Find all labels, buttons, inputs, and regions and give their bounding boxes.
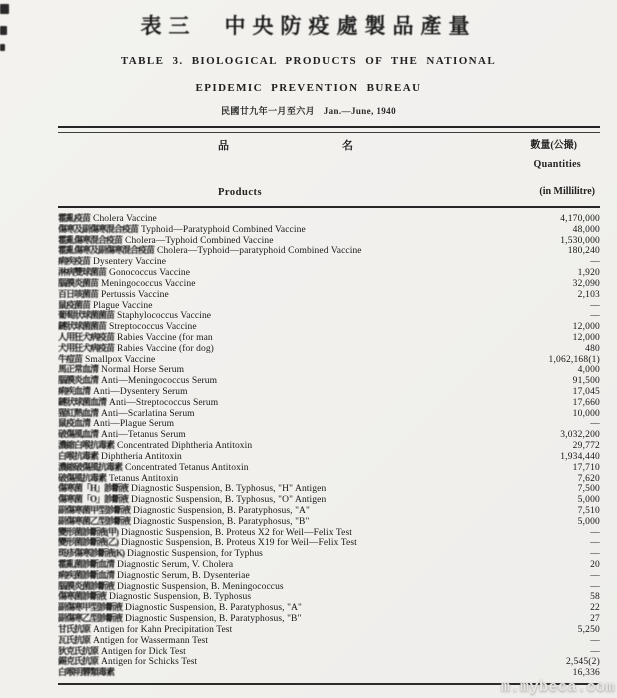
table-row (58, 256, 600, 267)
product-name-en: Meningococcus Vaccine (101, 278, 196, 289)
table-row (58, 613, 600, 624)
product-name-zh: 破傷風血清 (58, 429, 99, 440)
product-quantity: 91,500 (572, 376, 600, 387)
table-row (58, 581, 600, 592)
product-quantity: — (590, 570, 600, 581)
product-name-en: Anti—Scarlatina Serum (101, 408, 195, 419)
product-name-en: Pertussis Vaccine (101, 289, 169, 300)
table-row (58, 656, 600, 667)
product-name-en: Diagnostic Suspension, B. Typhosus (109, 592, 252, 603)
product-name-en: Cholera—Typhoid Combined Vaccine (125, 235, 274, 246)
table-row (58, 462, 600, 473)
column-header-product-zh-1: 品 (218, 140, 229, 152)
product-name-zh: 鏈狀球菌血清 (58, 396, 107, 407)
table-row (58, 224, 600, 235)
product-name-en: Diphtheria Antitoxin (101, 451, 182, 462)
table-row (58, 278, 600, 289)
product-name-en: Antigen for Wassermann Test (93, 635, 209, 646)
product-name-zh: 副傷寒菌甲型診斷液 (58, 504, 131, 515)
product-name-zh: 葡萄狀球菌菌苗 (58, 310, 115, 321)
table-row (58, 300, 600, 311)
table-row (58, 473, 600, 484)
product-name-en: Diagnostic Serum, B. Dysenteriae (117, 570, 250, 581)
report-period-chinese: 民國廿九年一月至六月 (221, 106, 316, 116)
product-quantity: 1,530,000 (560, 235, 600, 246)
product-name-zh: 狄克氏抗原 (58, 645, 99, 656)
product-name-en: Dysentery Vaccine (93, 257, 167, 268)
product-name-en: Diagnostic Suspension, B. Paratyphosus, "A" (125, 603, 302, 614)
column-header-product-zh-2: 名 (342, 140, 353, 152)
product-quantity: 17,660 (572, 397, 600, 408)
table-row (58, 494, 600, 505)
product-name-zh: 濃縮破傷風抗毒素 (58, 461, 123, 472)
product-quantity: 1,920 (577, 268, 600, 279)
product-name-zh: 白喉明礬類毒素 (58, 667, 115, 678)
product-name-zh: 副傷寒乙型診斷液 (58, 613, 123, 624)
product-name-en: Cholera Vaccine (93, 214, 157, 224)
product-name-zh: 錫克氏抗原 (58, 656, 99, 667)
table-row (58, 386, 600, 397)
product-name-en: Anti—Meningococcus Serum (101, 376, 218, 387)
product-name-zh: 鏈狀球菌菌苗 (58, 321, 107, 332)
table-row (58, 310, 600, 321)
column-header-quantity-zh: 數量(公撮) (530, 140, 577, 151)
table-row (58, 235, 600, 246)
product-quantity: 22 (590, 603, 600, 614)
product-name-zh: 犬用狂犬病疫苗 (58, 342, 115, 353)
product-name-en: Anti—Dysentery Serum (93, 387, 188, 397)
product-quantity: 3,032,200 (560, 430, 600, 441)
product-name-zh: 馬正常血清 (58, 364, 99, 375)
product-quantity: 5,250 (577, 624, 600, 635)
product-name-zh: 腦膜炎菌苗 (58, 277, 99, 288)
table-row (58, 440, 600, 451)
product-name-en: Rabies Vaccine (for dog) (117, 343, 214, 354)
table-row (58, 321, 600, 332)
product-quantity: — (590, 300, 600, 311)
product-quantity: 180,240 (567, 246, 600, 257)
product-quantity: 5,000 (577, 516, 600, 527)
table-row (58, 591, 600, 602)
product-quantity: — (590, 538, 600, 549)
product-quantity: — (590, 419, 600, 430)
product-name-en: Antigen for Schicks Test (101, 657, 198, 668)
product-quantity: 29,772 (572, 441, 600, 452)
product-name-en: Diagnostic Suspension, B. Proteus X19 for Weil—Felix Test (121, 538, 357, 549)
table-row (58, 213, 600, 224)
product-name-zh: 痢疾血清 (58, 386, 91, 396)
report-period-english: Jan.—June, 1940 (323, 106, 396, 116)
product-quantity: 4,000 (577, 365, 600, 376)
product-quantity: 1,062,168(1) (548, 354, 600, 365)
product-name-en: Typhoid—Paratyphoid Combined Vaccine (141, 224, 306, 235)
product-name-zh: 破傷風抗毒素 (58, 472, 107, 483)
product-name-en: Rabies Vaccine (for man (117, 332, 213, 343)
product-quantity: 2,103 (577, 289, 600, 300)
product-name-en: Anti—Plague Serum (93, 419, 175, 430)
product-name-en: Smallpox Vaccine (85, 354, 156, 365)
table-row (58, 505, 600, 516)
table-row (58, 245, 600, 256)
product-name-zh: 斑疹傷寒診斷液(K) (58, 548, 124, 559)
product-quantity: 5,000 (577, 495, 600, 506)
table-row (58, 429, 600, 440)
scan-artifact (0, 44, 5, 51)
product-name-zh: 猩紅熱血清 (58, 407, 99, 418)
product-quantity: 17,710 (572, 462, 600, 473)
table-row (58, 624, 600, 635)
product-name-en: Staphylococcus Vaccine (117, 311, 212, 322)
product-name-zh: 痢疾菌診斷血清 (58, 569, 115, 580)
product-quantity: 16,336 (572, 668, 600, 679)
product-quantity: 12,000 (572, 332, 600, 343)
product-name-zh: 淋病雙球菌苗 (58, 267, 107, 278)
table-row (58, 418, 600, 429)
product-name-zh: 副傷寒菌乙型診斷液 (58, 515, 131, 526)
product-name-en: Diagnostic Suspension, B. Typhosus, "H" Antigen (131, 484, 327, 495)
product-quantity: 17,045 (572, 387, 600, 397)
product-name-en: Diagnostic Suspension, B. Paratyphosus, "A" (133, 505, 310, 516)
product-name-zh: 變形菌診斷液(乙) (58, 537, 118, 548)
product-name-zh: 傷寒菌診斷液 (58, 591, 107, 602)
table-row (58, 483, 600, 494)
product-table-body (58, 213, 600, 678)
product-name-zh: 霍亂傷寒及副傷寒混合疫苗 (58, 245, 155, 256)
table-row (58, 364, 600, 375)
table-row (58, 548, 600, 559)
product-quantity: — (590, 549, 600, 560)
product-name-en: Concentrated Tetanus Antitoxin (125, 462, 249, 473)
product-name-zh: 霍亂疫苗 (58, 213, 91, 223)
product-name-en: Cholera—Typhoid—paratyphoid Combined Vaccine (157, 246, 362, 257)
table-row (58, 570, 600, 581)
product-quantity: — (590, 581, 600, 592)
table-row (58, 635, 600, 646)
document-title-chinese: 表三 中央防疫處製品產量 (140, 14, 477, 38)
product-quantity: — (590, 646, 600, 657)
product-name-zh: 霍亂菌診斷血清 (58, 559, 115, 569)
product-name-zh: 百日咳菌苗 (58, 288, 99, 299)
product-quantity: 48,000 (572, 224, 600, 235)
table-row (58, 559, 600, 570)
product-name-zh: 鼠疫菌苗 (58, 299, 91, 310)
product-name-zh: 牛痘苗 (58, 353, 83, 364)
table-row (58, 375, 600, 386)
product-quantity: 7,510 (577, 505, 600, 516)
product-quantity: — (590, 527, 600, 538)
product-quantity: 2,545(2) (565, 657, 600, 668)
product-quantity: 58 (590, 592, 600, 603)
product-name-en: Diagnostic Suspension, B. Paratyphosus, "B" (125, 614, 302, 625)
table-row (58, 332, 600, 343)
table-top-rule (58, 126, 600, 133)
product-name-zh: 腦膜炎菌診斷液 (58, 580, 115, 591)
product-name-zh: 腦膜炎血清 (58, 375, 99, 386)
table-row (58, 451, 600, 462)
report-period (0, 104, 617, 117)
product-quantity: 10,000 (572, 408, 600, 419)
document-title-english-line1: TABLE 3. BIOLOGICAL PRODUCTS OF THE NATIONAL (120, 55, 497, 67)
table-row (58, 646, 600, 657)
product-name-en: Plague Vaccine (93, 300, 153, 311)
product-name-zh: 鼠疫血清 (58, 418, 91, 429)
product-name-en: Anti—Streptococcus Serum (109, 397, 219, 408)
product-name-en: Diagnostic Suspension, B. Meningococcus (117, 581, 284, 592)
table-row (58, 397, 600, 408)
product-quantity: 12,000 (572, 322, 600, 333)
product-name-zh: 瓦氏抗原 (58, 634, 91, 645)
product-name-zh: 變形菌診斷液(甲) (58, 526, 118, 537)
product-quantity: 1,934,440 (560, 451, 600, 462)
product-name-en: Diagnostic Serum, V. Cholera (117, 560, 234, 570)
product-name-en: Antigen for Dick Test (101, 646, 186, 657)
product-name-en: Diagnostic Suspension, B. Paratyphosus, "B" (133, 516, 310, 527)
column-header-quantity-en: Quantities (533, 159, 581, 170)
product-name-zh: 傷寒菌「H」診斷液 (58, 483, 129, 494)
product-name-en: Diagnostic Suspension, B. Proteus X2 for Weil—Felix Test (121, 527, 353, 538)
product-name-en: Anti—Tetanus Serum (101, 430, 186, 441)
table-row (58, 408, 600, 419)
table-row (58, 289, 600, 300)
product-name-en: Concentrated Diphtheria Antitoxin (117, 441, 253, 452)
product-quantity: 27 (590, 614, 600, 625)
product-name-en: Diagnostic Suspension, B. Typhosus, "O" Antigen (131, 495, 327, 506)
product-name-en: Diagnostic Suspension, for Typhus (127, 549, 263, 560)
product-name-zh: 副傷寒甲型診斷液 (58, 602, 123, 613)
product-name-zh: 傷寒菌「O」診斷液 (58, 494, 129, 505)
product-name-zh: 傷寒及副傷寒混合疫苗 (58, 223, 139, 234)
product-name-zh: 痢疾疫苗 (58, 256, 91, 267)
product-name-zh: 霍亂傷寒混合疫苗 (58, 234, 123, 245)
product-quantity: 7,620 (577, 473, 600, 484)
product-name-en: Antigen for Kahn Precipitation Test (93, 624, 233, 635)
product-quantity: — (590, 635, 600, 646)
table-row (58, 527, 600, 538)
product-name-zh: 濃縮白喉抗毒素 (58, 440, 115, 451)
product-name-zh: 甘氏抗原 (58, 623, 91, 634)
table-header-rule (58, 206, 600, 208)
product-quantity: 480 (585, 343, 600, 354)
table-row (58, 267, 600, 278)
table-row (58, 537, 600, 548)
product-name (58, 667, 117, 679)
table-row (58, 667, 600, 678)
document-title-english-line2: EPIDEMIC PREVENTION BUREAU (195, 82, 422, 94)
product-quantity: 32,090 (572, 278, 600, 289)
table-row (58, 602, 600, 613)
product-quantity: 20 (590, 560, 600, 570)
product-quantity: 4,170,000 (560, 214, 600, 224)
table-row (58, 516, 600, 527)
table-row (58, 343, 600, 354)
product-quantity: 7,500 (577, 484, 600, 495)
table-row (58, 354, 600, 365)
product-name-zh: 白喉抗毒素 (58, 450, 99, 461)
column-header-product-en: Products (218, 187, 263, 198)
product-name-en: Gonococcus Vaccine (109, 268, 191, 279)
product-name-en: Tetanus Antitoxin (109, 473, 179, 484)
product-name-zh: 人用狂犬病疫苗 (58, 331, 115, 342)
column-header-quantity-unit: (in Millilitre) (539, 186, 595, 197)
product-quantity: — (590, 257, 600, 268)
site-watermark: m.mybeca.com (500, 679, 615, 696)
product-name-en: Streptococcus Vaccine (109, 322, 197, 333)
product-quantity: — (590, 311, 600, 322)
product-name-en: Normal Horse Serum (101, 365, 185, 376)
